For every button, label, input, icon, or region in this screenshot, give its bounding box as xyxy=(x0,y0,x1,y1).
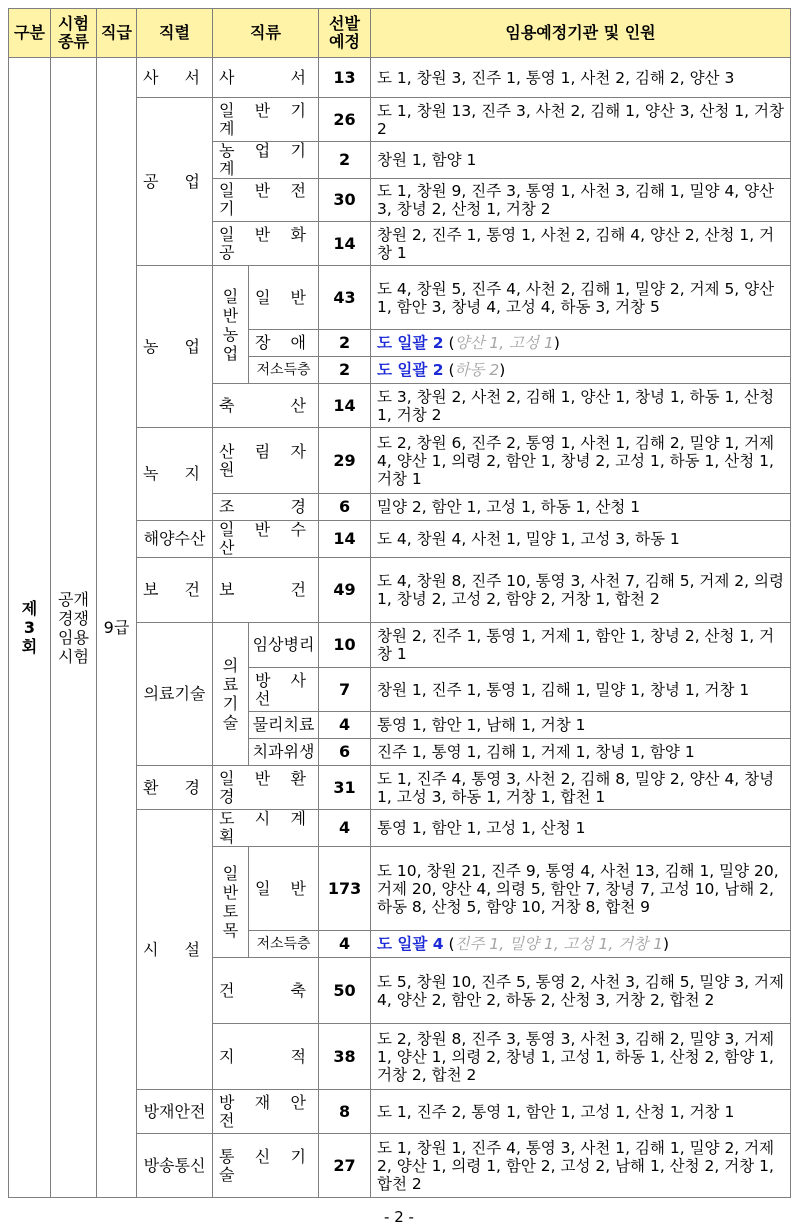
gubun-cell: 제 3 회 xyxy=(9,58,51,1198)
institutions-cell: 창원 1, 진주 1, 통영 1, 김해 1, 밀양 1, 창녕 1, 거창 1 xyxy=(371,668,791,712)
count-cell: 31 xyxy=(319,766,371,810)
series-cell: 환 경 xyxy=(137,766,213,810)
series-cell: 녹 지 xyxy=(137,428,213,521)
count-cell: 4 xyxy=(319,810,371,847)
institutions-cell: 도 1, 창원 13, 진주 3, 사천 2, 김해 1, 양산 3, 산청 1, 거창 2 xyxy=(371,98,791,142)
institutions-cell: 도 일괄 4 (진주 1, 밀양 1, 고성 1, 거창 1) xyxy=(371,931,791,958)
count-cell: 2 xyxy=(319,142,371,179)
institutions-cell: 도 1, 창원 3, 진주 1, 통영 1, 사천 2, 김해 2, 양산 3 xyxy=(371,58,791,98)
series-cell: 공 업 xyxy=(137,98,213,266)
table-row xyxy=(9,58,791,98)
job-cell: 일 반 화 공 xyxy=(213,222,319,266)
header-exam-type: 시험 종류 xyxy=(51,9,97,58)
job-cell: 일 반 전 기 xyxy=(213,179,319,222)
job-cell: 저소득층 xyxy=(249,931,319,958)
institutions-cell: 통영 1, 함안 1, 고성 1, 산청 1 xyxy=(371,810,791,847)
job-cell: 산 림 자 원 xyxy=(213,428,319,494)
job-cell: 통 신 기 술 xyxy=(213,1134,319,1198)
institutions-cell: 창원 1, 함양 1 xyxy=(371,142,791,179)
institutions-cell: 도 4, 창원 4, 사천 1, 밀양 1, 고성 3, 하동 1 xyxy=(371,521,791,558)
series-cell: 방송통신 xyxy=(137,1134,213,1198)
institutions-cell: 도 1, 진주 4, 통영 3, 사천 2, 김해 8, 밀양 2, 양산 4, 창녕 1, 고성 3, 하동 1, 거창 1, 합천 1 xyxy=(371,766,791,810)
grade-cell: 9급 xyxy=(97,58,137,1198)
job-cell: 임상병리 xyxy=(249,623,319,668)
count-cell: 29 xyxy=(319,428,371,494)
series-cell: 보 건 xyxy=(137,558,213,623)
count-cell: 14 xyxy=(319,521,371,558)
job-cell: 일 반 수 산 xyxy=(213,521,319,558)
job-cell: 건 축 xyxy=(213,958,319,1024)
count-cell: 6 xyxy=(319,739,371,766)
job-cell: 저소득층 xyxy=(249,357,319,384)
header-series: 직렬 xyxy=(137,9,213,58)
count-cell: 4 xyxy=(319,712,371,739)
series-cell: 의료기술 xyxy=(137,623,213,766)
institutions-cell: 도 1, 창원 1, 진주 4, 통영 3, 사천 1, 김해 1, 밀양 2, 거제 2, 양산 1, 의령 1, 함안 2, 고성 2, 남해 1, 산청 2, 거창 1, 합천 2 xyxy=(371,1134,791,1198)
job-cell: 조 경 xyxy=(213,494,319,521)
count-cell: 50 xyxy=(319,958,371,1024)
job-cell: 일 반 환 경 xyxy=(213,766,319,810)
count-cell: 49 xyxy=(319,558,371,623)
job-cell: 일 반 xyxy=(249,266,319,330)
institutions-cell: 도 4, 창원 5, 진주 4, 사천 2, 김해 1, 밀양 2, 거제 5, 양산 1, 함안 3, 창녕 4, 고성 4, 하동 3, 거창 5 xyxy=(371,266,791,330)
institutions-cell: 진주 1, 통영 1, 김해 1, 거제 1, 창녕 1, 함양 1 xyxy=(371,739,791,766)
job-cell: 일 반 기 계 xyxy=(213,98,319,142)
header-job: 직류 xyxy=(213,9,319,58)
count-cell: 13 xyxy=(319,58,371,98)
institutions-cell: 도 1, 창원 9, 진주 3, 통영 1, 사천 3, 김해 1, 밀양 4, 양산 3, 창녕 2, 산청 1, 거창 2 xyxy=(371,179,791,222)
subgroup-cell: 일 반 토 목 xyxy=(213,847,249,958)
institutions-cell: 창원 2, 진주 1, 통영 1, 거제 1, 함안 1, 창녕 2, 산청 1, 거창 1 xyxy=(371,623,791,668)
job-cell: 지 적 xyxy=(213,1024,319,1090)
job-cell: 장 애 xyxy=(249,330,319,357)
recruitment-table xyxy=(8,8,791,1198)
job-cell: 농 업 기 계 xyxy=(213,142,319,179)
institutions-cell: 도 2, 창원 6, 진주 2, 통영 1, 사천 1, 김해 2, 밀양 1, 거제 4, 양산 1, 의령 2, 함안 1, 창녕 2, 고성 1, 하동 1, 산청 1, 거창 1 xyxy=(371,428,791,494)
series-cell: 해양수산 xyxy=(137,521,213,558)
count-cell: 4 xyxy=(319,931,371,958)
job-cell: 방 사 선 xyxy=(249,668,319,712)
series-cell: 시 설 xyxy=(137,810,213,1090)
count-cell: 30 xyxy=(319,179,371,222)
subgroup-cell: 일 반 농 업 xyxy=(213,266,249,384)
header-gubun: 구분 xyxy=(9,9,51,58)
count-cell: 2 xyxy=(319,357,371,384)
institutions-cell: 도 4, 창원 8, 진주 10, 통영 3, 사천 7, 김해 5, 거제 2, 의령 1, 창녕 2, 고성 2, 함양 2, 거창 1, 합천 2 xyxy=(371,558,791,623)
count-cell: 2 xyxy=(319,330,371,357)
page-number: - 2 - xyxy=(384,1208,414,1226)
count-cell: 173 xyxy=(319,847,371,931)
institutions-cell: 도 일괄 2 (하동 2) xyxy=(371,357,791,384)
institutions-cell: 도 일괄 2 (양산 1, 고성 1) xyxy=(371,330,791,357)
count-cell: 10 xyxy=(319,623,371,668)
count-cell: 27 xyxy=(319,1134,371,1198)
job-cell: 치과위생 xyxy=(249,739,319,766)
header-planned: 선발 예정 xyxy=(319,9,371,58)
job-cell: 도 시 계 획 xyxy=(213,810,319,847)
institutions-cell: 창원 2, 진주 1, 통영 1, 사천 2, 김해 4, 양산 2, 산청 1, 거창 1 xyxy=(371,222,791,266)
header-institutions: 임용예정기관 및 인원 xyxy=(371,9,791,58)
count-cell: 14 xyxy=(319,222,371,266)
header-grade: 직급 xyxy=(97,9,137,58)
series-cell: 사 서 xyxy=(137,58,213,98)
job-cell: 보 건 xyxy=(213,558,319,623)
count-cell: 6 xyxy=(319,494,371,521)
subgroup-cell: 의 료 기 술 xyxy=(213,623,249,766)
count-cell: 38 xyxy=(319,1024,371,1090)
institutions-cell: 통영 1, 함안 1, 남해 1, 거창 1 xyxy=(371,712,791,739)
count-cell: 26 xyxy=(319,98,371,142)
count-cell: 8 xyxy=(319,1090,371,1134)
job-cell: 물리치료 xyxy=(249,712,319,739)
count-cell: 7 xyxy=(319,668,371,712)
institutions-cell: 밀양 2, 함안 1, 고성 1, 하동 1, 산청 1 xyxy=(371,494,791,521)
job-cell: 방 재 안 전 xyxy=(213,1090,319,1134)
series-cell: 농 업 xyxy=(137,266,213,428)
series-cell: 방재안전 xyxy=(137,1090,213,1134)
institutions-cell: 도 2, 창원 8, 진주 3, 통영 3, 사천 3, 김해 2, 밀양 3, 거제 1, 양산 1, 의령 2, 창녕 1, 고성 1, 하동 1, 산청 2, 함양 1, 거창 2, 합천 2 xyxy=(371,1024,791,1090)
institutions-cell: 도 5, 창원 10, 진주 5, 통영 2, 사천 3, 김해 5, 밀양 3, 거제 4, 양산 2, 함안 2, 하동 2, 산청 3, 거창 2, 합천 2 xyxy=(371,958,791,1024)
institutions-cell: 도 3, 창원 2, 사천 2, 김해 1, 양산 1, 창녕 1, 하동 1, 산청 1, 거창 2 xyxy=(371,384,791,428)
job-cell: 일 반 xyxy=(249,847,319,931)
header-row xyxy=(9,9,791,58)
institutions-cell: 도 10, 창원 21, 진주 9, 통영 4, 사천 13, 김해 1, 밀양 20, 거제 20, 양산 4, 의령 5, 함안 7, 창녕 7, 고성 10, 남해 2, 하동 8, 산청 5, 함양 10, 거창 8, 합천 9 xyxy=(371,847,791,931)
exam-type-cell: 공개 경쟁 임용 시험 xyxy=(51,58,97,1198)
institutions-cell: 도 1, 진주 2, 통영 1, 함안 1, 고성 1, 산청 1, 거창 1 xyxy=(371,1090,791,1134)
job-cell: 축 산 xyxy=(213,384,319,428)
job-cell: 사 서 xyxy=(213,58,319,98)
count-cell: 14 xyxy=(319,384,371,428)
count-cell: 43 xyxy=(319,266,371,330)
